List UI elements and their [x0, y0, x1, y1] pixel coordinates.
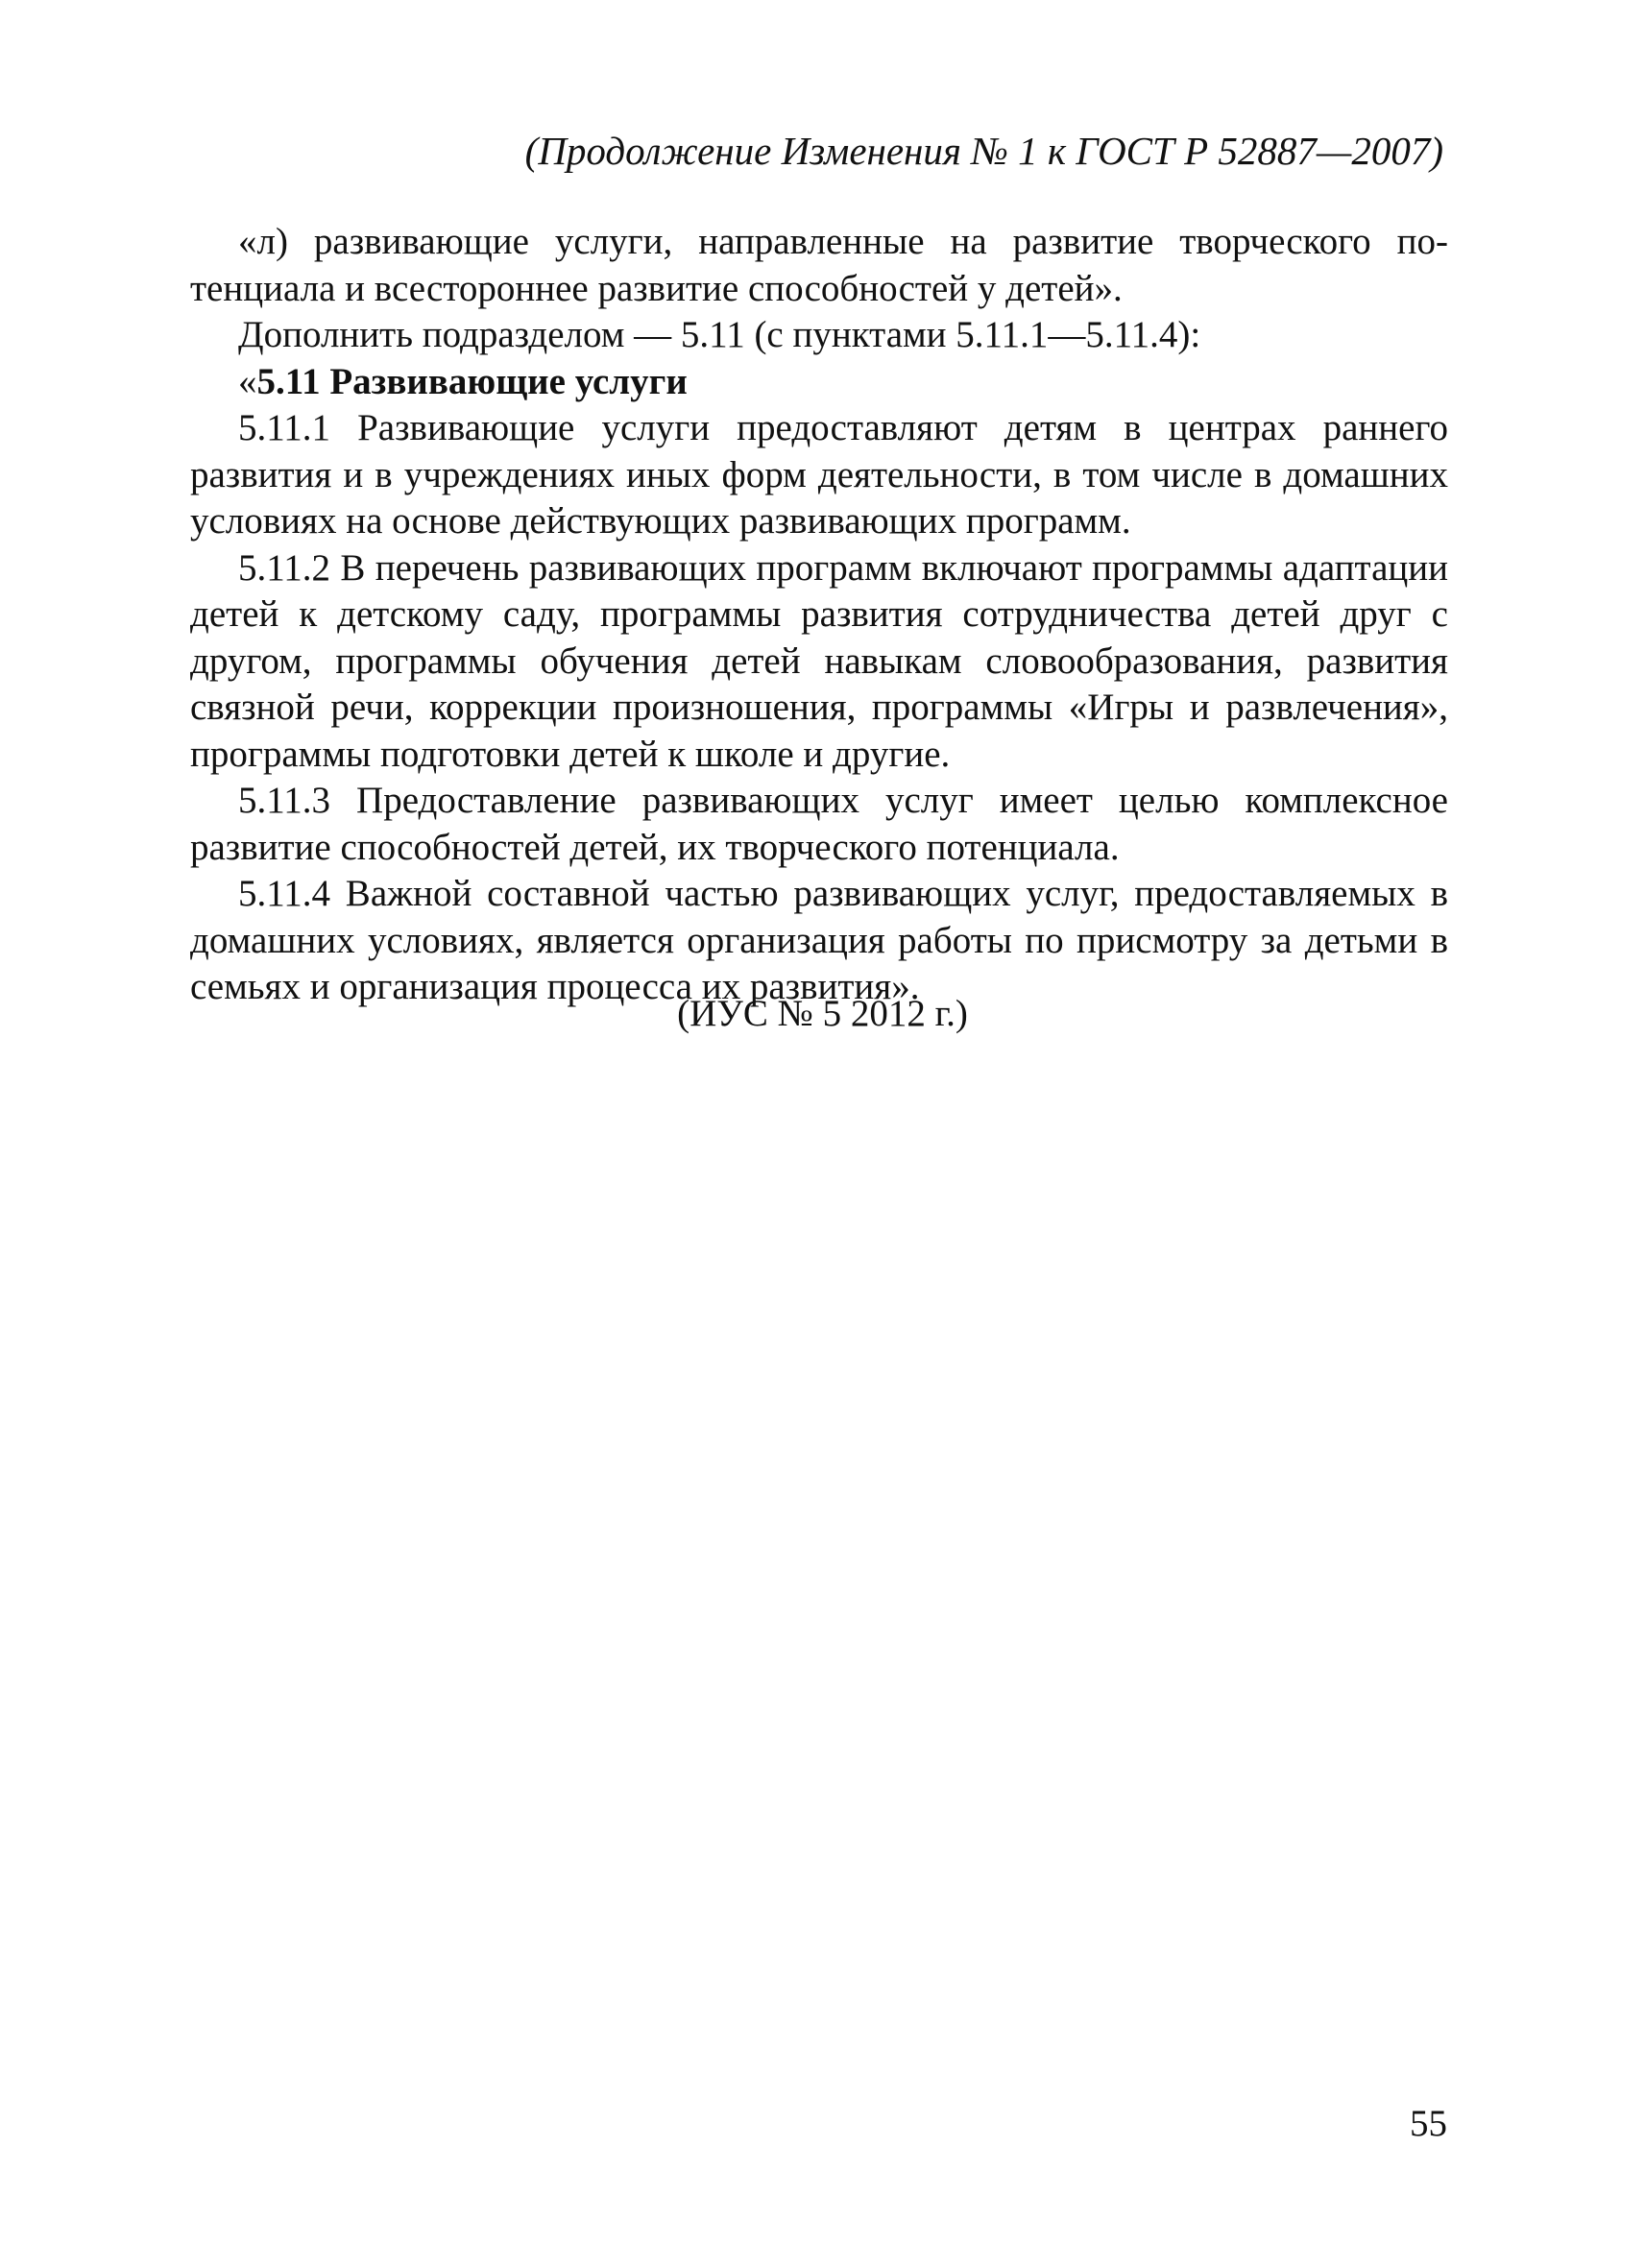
- continuation-header: (Продолжение Изменения № 1 к ГОСТ Р 52887—2007): [524, 129, 1443, 173]
- source-reference: (ИУС № 5 2012 г.): [677, 993, 968, 1034]
- opening-quote: «: [238, 360, 257, 402]
- paragraph-5-11-3: 5.11.3 Предоставление развивающих услуг имеет целью комплексное развитие способностей детей, их творческого потенциала.: [190, 780, 1448, 868]
- paragraph-5-11-1: 5.11.1 Развивающие услуги предоставляют детям в центрах раннего развития и в учреждениях иных форм деятельности, в том числе в домашних условиях на основе действующих развивающих программ.: [190, 407, 1448, 542]
- subsection-title: 5.11 Развивающие услуги: [256, 360, 688, 402]
- document-body: [190, 219, 1448, 1011]
- page-number: 55: [1410, 2103, 1447, 2144]
- paragraph-5-11-2: 5.11.2 В перечень развивающих программ включают программы адаптации детей к детскому саду, программы развития сотрудничества детей друг с другом, программы обучения детей навыкам словообразования, развития связной речи, коррекции произношения, программы «Игры и развлечения», программы подготовки детей к школе и другие.: [190, 546, 1448, 775]
- paragraph-item-l: «л) развивающие услуги, направленные на развитие творческого потенциала и всестороннее развитие способностей у детей».: [190, 221, 1448, 309]
- paragraph-add-subsection: Дополнить подразделом — 5.11 (с пунктами 5.11.1—5.11.4):: [238, 314, 1201, 355]
- paragraph-5-11-4: 5.11.4 Важной составной частью развивающих услуг, предоставляемых в домашних условиях, является организация работы по присмотру за детьми в семьях и организация процесса их развития».: [190, 873, 1448, 1007]
- subsection-heading: [190, 359, 1448, 406]
